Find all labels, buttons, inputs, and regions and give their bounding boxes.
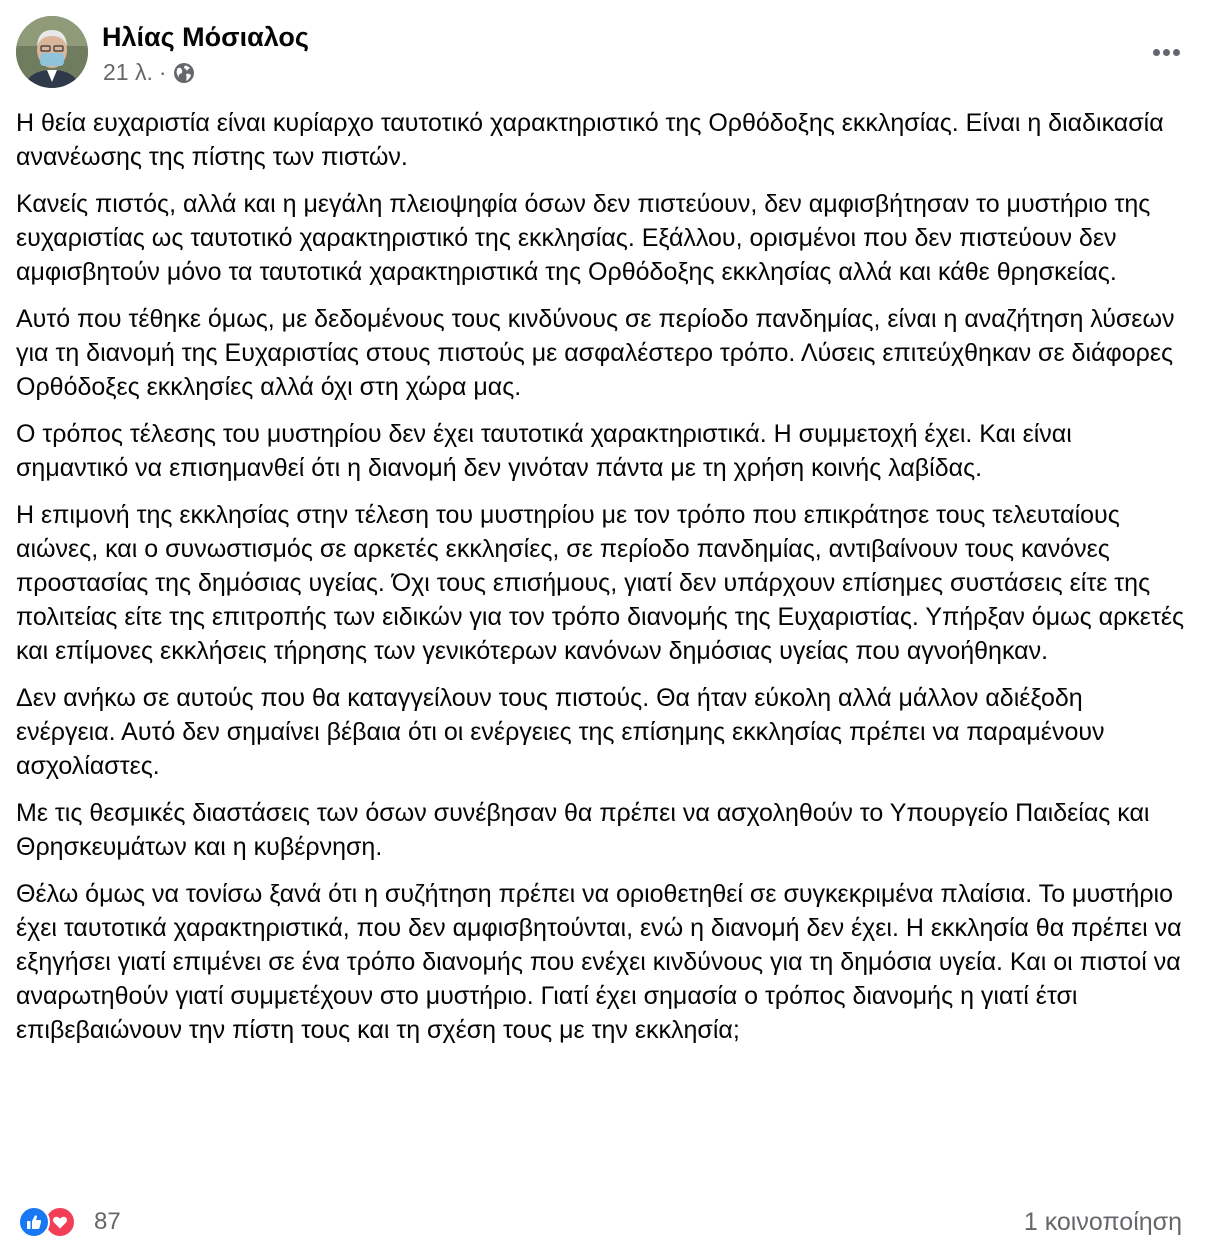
- post-paragraph: Κανείς πιστός, αλλά και η μεγάλη πλειοψηφία όσων δεν πιστεύουν, δεν αμφισβήτησαν το μυστήριο της ευχαριστίας ως ταυτοτικό χαρακτηριστικό της εκκλησίας. Εξάλλου, ορισμένοι που δεν πιστεύουν δεν αμφισβητούν μόνο τα ταυτοτικά χαρακτηριστικά της Ορθόδοξης εκκλησίας αλλά και κάθε θρησκείας.: [16, 190, 1151, 286]
- post-meta: [103, 59, 195, 86]
- reactions-summary[interactable]: [18, 1206, 121, 1238]
- post-paragraph: Η επιμονή της εκκλησίας στην τέλεση του μυστηρίου με τον τρόπο που επικράτησε τους τελευταίους αιώνες, και ο συνωστισμός σε αρκετές εκκλησίες, σε περίοδο πανδημίας, αντιβαίνουν τους κανόνες προστασίας της δημόσιας υγείας. Όχι τους επισήμους, γιατί δεν υπάρχουν επίσημες συστάσεις είτε της πολιτείας είτε της επιτροπής των ειδικών για τον τρόπο διανομής της Ευχαριστίας. Υπήρξαν όμως αρκετές και επίμονες εκκλήσεις τήρησης των γενικότερων κανόνων δημόσιας υγείας που αγνοήθηκαν.: [16, 501, 1185, 665]
- post-paragraph: Ο τρόπος τέλεσης του μυστηρίου δεν έχει ταυτοτικά χαρακτηριστικά. Η συμμετοχή έχει. Και είναι σημαντικό να επισημανθεί ότι η διανομή δεν γινόταν πάντα με τη χρήση κοινής λαβίδας.: [16, 420, 1072, 482]
- like-icon: [18, 1206, 50, 1238]
- post-paragraph: Η θεία ευχαριστία είναι κυρίαρχο ταυτοτικό χαρακτηριστικό της Ορθόδοξης εκκλησίας. Είναι η διαδικασία ανανέωσης της πίστης των πιστών.: [16, 109, 1164, 171]
- post-header: [16, 16, 1190, 96]
- post-paragraph: Δεν ανήκω σε αυτούς που θα καταγγείλουν τους πιστούς. Θα ήταν εύκολη αλλά μάλλον αδιέξοδη ενέργεια. Αυτό δεν σημαίνει βέβαια ότι οι ενέργειες της επίσημης εκκλησίας πρέπει να παραμένουν ασχολίαστες.: [16, 684, 1105, 780]
- post-footer: [16, 1204, 1182, 1244]
- shares-count[interactable]: 1 κοινοποίηση: [1023, 1208, 1182, 1236]
- author-name[interactable]: Ηλίας Μόσιαλος: [102, 22, 309, 52]
- author-avatar[interactable]: [16, 16, 88, 88]
- meta-separator: ·: [158, 59, 167, 85]
- post-paragraph: Αυτό που τέθηκε όμως, με δεδομένους τους κινδύνους σε περίοδο πανδημίας, είναι η αναζήτηση λύσεων για τη διανομή της Ευχαριστίας στους πιστούς με ασφαλέστερο τρόπο. Λύσεις επιτεύχθηκαν σε διάφορες Ορθόδοξες εκκλησίες αλλά όχι στη χώρα μας.: [16, 305, 1175, 401]
- globe-icon: [173, 62, 195, 84]
- post-paragraph: Με τις θεσμικές διαστάσεις των όσων συνέβησαν θα πρέπει να ασχοληθούν το Υπουργείο Παιδείας και Θρησκευμάτων και η κυβέρνηση.: [16, 799, 1150, 861]
- more-options-icon[interactable]: [1142, 36, 1190, 68]
- reactions-count: 87: [94, 1208, 121, 1235]
- post-time[interactable]: 21 λ.: [103, 59, 153, 85]
- post-body: [16, 106, 1186, 1060]
- post-paragraph: Θέλω όμως να τονίσω ξανά ότι η συζήτηση πρέπει να οριοθετηθεί σε συγκεκριμένα πλαίσια. Το μυστήριο έχει ταυτοτικά χαρακτηριστικά, που δεν αμφισβητούνται, ενώ η διανομή δεν έχει. Η εκκλησία θα πρέπει να εξηγήσει γιατί επιμένει σε ένα τρόπο διανομής που ενέχει κινδύνους για τη δημόσια υγεία. Και οι πιστοί να αναρωτηθούν γιατί συμμετέχουν στο μυστήριο. Γιατί έχει σημασία ο τρόπος διανομής η γιατί έτσι επιβεβαιώνουν την πίστη τους και τη σχέση τους με την εκκλησία;: [16, 880, 1182, 1044]
